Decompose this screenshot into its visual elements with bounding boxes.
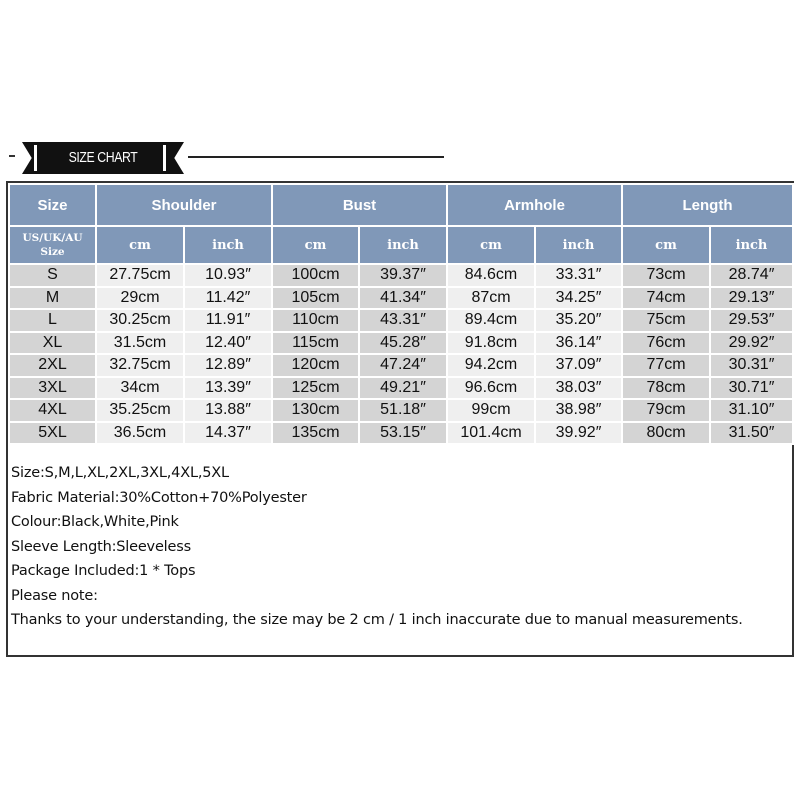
inch-cell: 12.89″: [184, 354, 272, 377]
cm-cell: 78cm: [622, 377, 710, 400]
inch-cell: 38.03″: [535, 377, 622, 400]
inch-cell: 10.93″: [184, 264, 272, 287]
cm-cell: 32.75cm: [96, 354, 184, 377]
cm-cell: 130cm: [272, 399, 359, 422]
inch-cell: 45.28″: [359, 332, 447, 355]
note-sizes: Size:S,M,L,XL,2XL,3XL,4XL,5XL: [11, 465, 229, 481]
cm-cell: 110cm: [272, 309, 359, 332]
table-row: [9, 377, 793, 400]
cm-cell: 76cm: [622, 332, 710, 355]
banner-dash: [9, 155, 15, 157]
size-cell: 5XL: [9, 422, 96, 445]
cm-cell: 74cm: [622, 287, 710, 310]
cm-cell: 29cm: [96, 287, 184, 310]
size-cell: XL: [9, 332, 96, 355]
cm-cell: 125cm: [272, 377, 359, 400]
cm-cell: 120cm: [272, 354, 359, 377]
table-row: [9, 422, 793, 445]
inch-cell: 51.18″: [359, 399, 447, 422]
note-fabric: Fabric Material:30%Cotton+70%Polyester: [11, 489, 307, 506]
note-sleeve: Sleeve Length:Sleeveless: [11, 538, 191, 555]
cm-cell: 75cm: [622, 309, 710, 332]
cm-cell: 84.6cm: [447, 264, 535, 287]
size-chart-sheet: [6, 181, 794, 657]
inch-cell: 39.92″: [535, 422, 622, 445]
inch-cell: 31.10″: [710, 399, 793, 422]
cm-cell: 79cm: [622, 399, 710, 422]
inch-cell: 31.50″: [710, 422, 793, 445]
header-bust: Bust: [272, 184, 447, 226]
header-region-label: US/UK/AU: [22, 232, 83, 244]
cm-cell: 31.5cm: [96, 332, 184, 355]
cm-cell: 87cm: [447, 287, 535, 310]
inch-cell: 41.34″: [359, 287, 447, 310]
inch-cell: 11.42″: [184, 287, 272, 310]
inch-cell: 11.91″: [184, 309, 272, 332]
inch-cell: 13.88″: [184, 399, 272, 422]
unit-inch: inch: [184, 226, 272, 264]
inch-cell: 13.39″: [184, 377, 272, 400]
banner-rule: [188, 156, 444, 158]
inch-cell: 36.14″: [535, 332, 622, 355]
table-row: [9, 332, 793, 355]
cm-cell: 73cm: [622, 264, 710, 287]
table-header-row: [9, 184, 793, 226]
note-accuracy: Thanks to your understanding, the size may be 2 cm / 1 inch inaccurate due to manual measurements.: [11, 612, 743, 628]
table-unit-row: [9, 226, 793, 264]
inch-cell: 43.31″: [359, 309, 447, 332]
cm-cell: 135cm: [272, 422, 359, 445]
cm-cell: 80cm: [622, 422, 710, 445]
header-region-size: [9, 226, 96, 264]
banner-title: SIZE CHART: [68, 149, 138, 166]
cm-cell: 77cm: [622, 354, 710, 377]
inch-cell: 29.92″: [710, 332, 793, 355]
inch-cell: 28.74″: [710, 264, 793, 287]
header-size: Size: [9, 184, 96, 226]
size-cell: 4XL: [9, 399, 96, 422]
cm-cell: 99cm: [447, 399, 535, 422]
cm-cell: 101.4cm: [447, 422, 535, 445]
size-chart-banner: [0, 138, 800, 178]
header-region-sublabel: Size: [40, 246, 65, 258]
cm-cell: 94.2cm: [447, 354, 535, 377]
header-armhole: Armhole: [447, 184, 622, 226]
unit-cm: cm: [622, 226, 710, 264]
cm-cell: 89.4cm: [447, 309, 535, 332]
inch-cell: 34.25″: [535, 287, 622, 310]
table-row: [9, 264, 793, 287]
cm-cell: 115cm: [272, 332, 359, 355]
table-row: [9, 399, 793, 422]
cm-cell: 30.25cm: [96, 309, 184, 332]
inch-cell: 39.37″: [359, 264, 447, 287]
inch-cell: 29.13″: [710, 287, 793, 310]
unit-inch: inch: [359, 226, 447, 264]
inch-cell: 29.53″: [710, 309, 793, 332]
inch-cell: 38.98″: [535, 399, 622, 422]
inch-cell: 37.09″: [535, 354, 622, 377]
inch-cell: 35.20″: [535, 309, 622, 332]
table-row: [9, 309, 793, 332]
header-length: Length: [622, 184, 793, 226]
inch-cell: 14.37″: [184, 422, 272, 445]
cm-cell: 91.8cm: [447, 332, 535, 355]
inch-cell: 30.31″: [710, 354, 793, 377]
unit-cm: cm: [447, 226, 535, 264]
table-row: [9, 287, 793, 310]
cm-cell: 105cm: [272, 287, 359, 310]
note-colour: Colour:Black,White,Pink: [11, 514, 179, 530]
size-cell: M: [9, 287, 96, 310]
note-please-note: Please note:: [11, 587, 98, 604]
cm-cell: 36.5cm: [96, 422, 184, 445]
cm-cell: 27.75cm: [96, 264, 184, 287]
inch-cell: 49.21″: [359, 377, 447, 400]
note-package: Package Included:1 * Tops: [11, 563, 196, 579]
size-cell: L: [9, 309, 96, 332]
size-table: [8, 183, 794, 445]
unit-cm: cm: [272, 226, 359, 264]
table-row: [9, 354, 793, 377]
inch-cell: 30.71″: [710, 377, 793, 400]
size-cell: 3XL: [9, 377, 96, 400]
header-shoulder: Shoulder: [96, 184, 272, 226]
inch-cell: 47.24″: [359, 354, 447, 377]
product-notes: [11, 461, 791, 633]
cm-cell: 34cm: [96, 377, 184, 400]
cm-cell: 100cm: [272, 264, 359, 287]
size-cell: S: [9, 264, 96, 287]
inch-cell: 12.40″: [184, 332, 272, 355]
inch-cell: 33.31″: [535, 264, 622, 287]
cm-cell: 96.6cm: [447, 377, 535, 400]
unit-inch: inch: [535, 226, 622, 264]
unit-inch: inch: [710, 226, 793, 264]
unit-cm: cm: [96, 226, 184, 264]
size-cell: 2XL: [9, 354, 96, 377]
cm-cell: 35.25cm: [96, 399, 184, 422]
inch-cell: 53.15″: [359, 422, 447, 445]
